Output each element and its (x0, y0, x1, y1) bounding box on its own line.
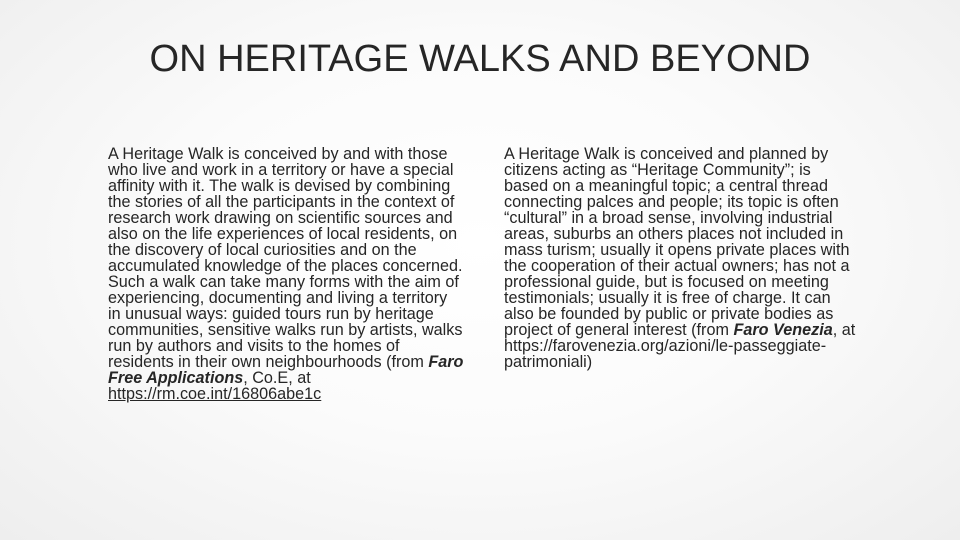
slide-title: ON HERITAGE WALKS AND BEYOND (149, 38, 811, 80)
right-source-title: Faro Venezia (733, 321, 833, 339)
left-column-text (108, 146, 464, 402)
left-source-link[interactable]: https://rm.coe.int/16806abe1c (108, 385, 322, 403)
left-source-suffix: , Co.E, at (243, 369, 311, 387)
right-source-url: https://farovenezia.org/azioni/le-passeggiate-patrimoniali) (504, 337, 827, 371)
left-source-title: Faro Free Applications (108, 353, 464, 387)
right-source-suffix: , at (832, 321, 856, 339)
left-body-text: A Heritage Walk is conceived by and with those who live and work in a territory or have a special affinity with it. The walk is devised by combining the stories of all the participants in the context of research work drawing on scientific sources and also on the life experiences of local residents, on the discovery of local curiosities and on the accumulated knowledge of the places concerned. Such a walk can take many forms with the aim of experiencing, documenting and living a territory in unusual ways: guided tours run by heritage communities, sensitive walks run by artists, walks run by authors and visits to the homes of residents in their own neighbourhoods (from (108, 145, 463, 371)
right-column-text (504, 146, 856, 370)
right-body-text: A Heritage Walk is conceived and planned by citizens acting as “Heritage Community”; is based on a meaningful topic; a central thread connecting palces and people; its topic is often “cultural” in a broad sense, involving industrial areas, suburbs an others places not included in mass turism; usually it opens private places with the cooperation of their actual owners; has not a professional guide, but is focused on meeting testimonials; usually it is free of charge. It can also be founded by public or private bodies as project of general interest (from (504, 145, 850, 339)
